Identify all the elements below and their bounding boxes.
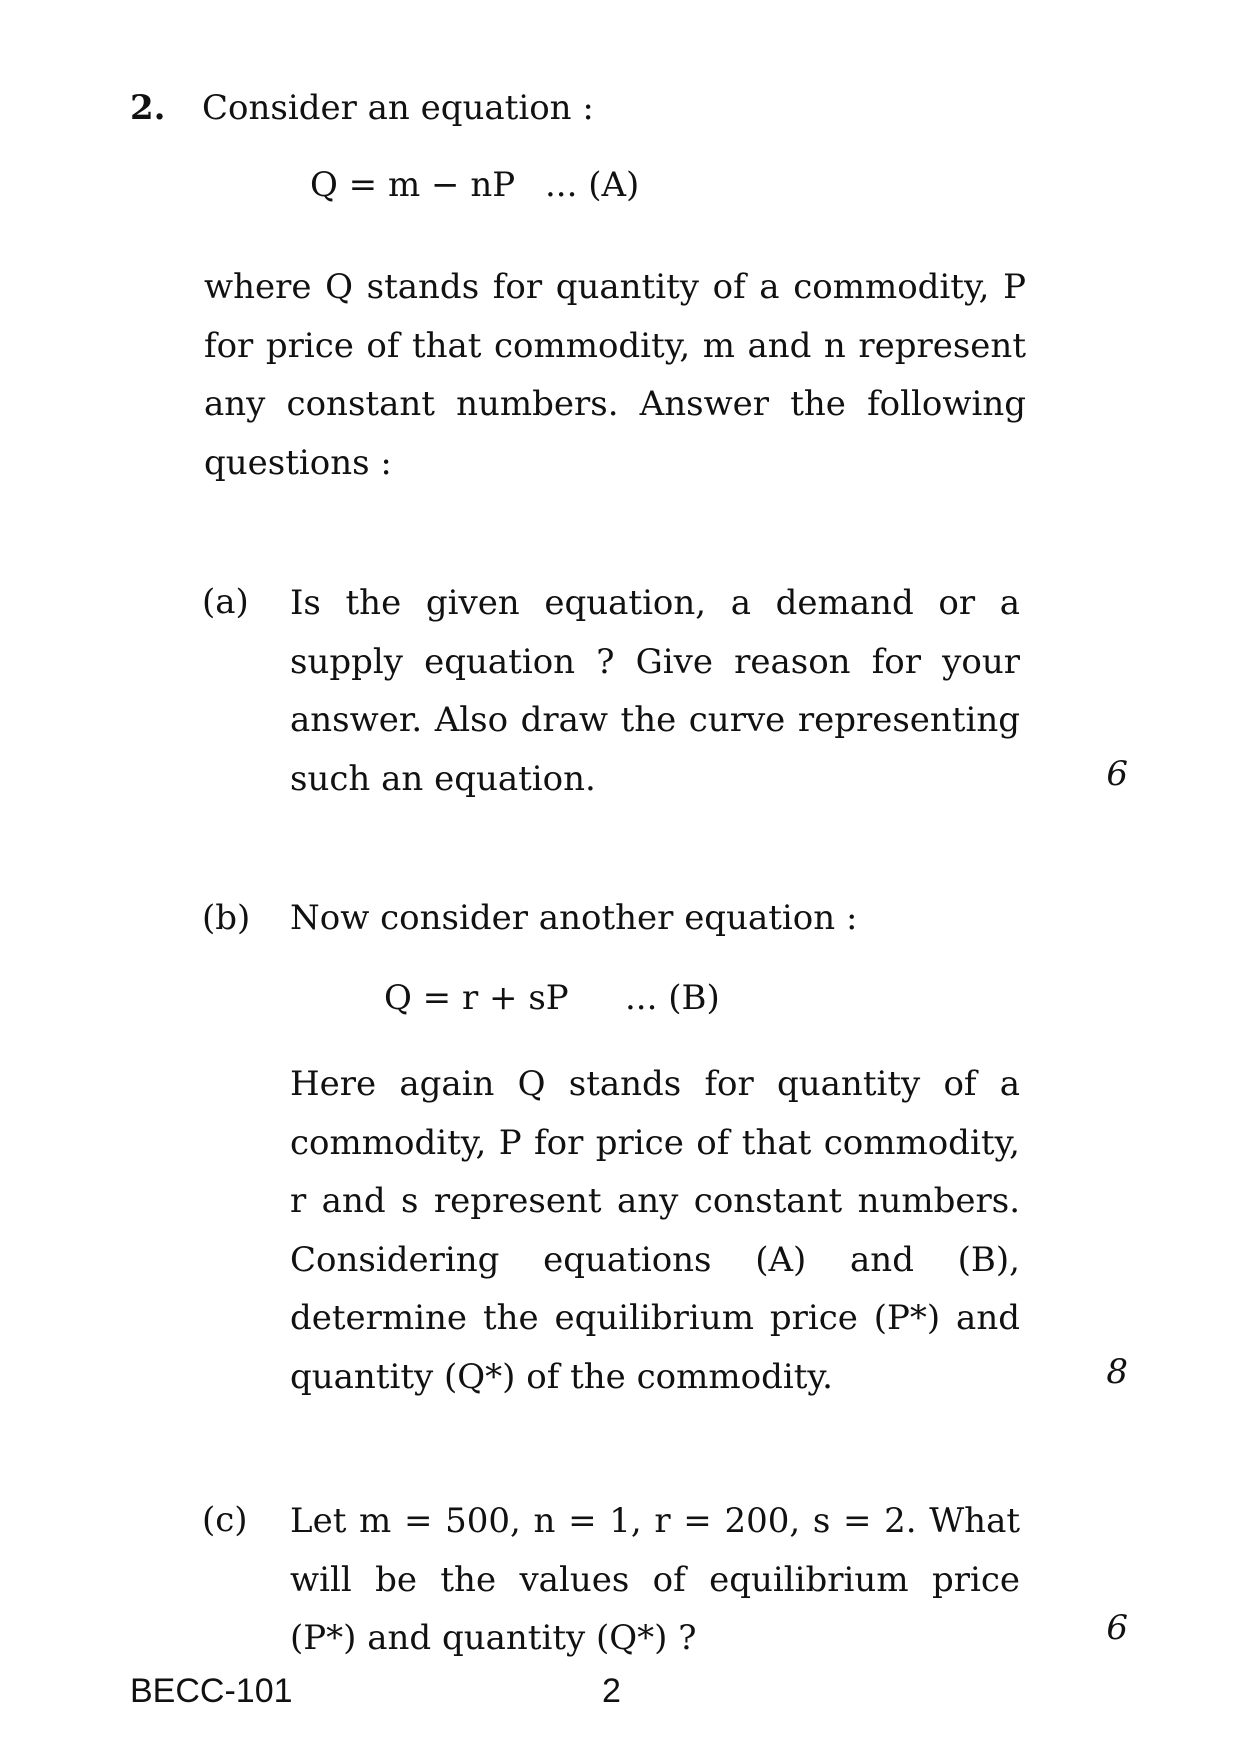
footer-course-code: BECC-101 <box>130 1672 293 1710</box>
part-b-label: (b) <box>202 898 251 938</box>
part-c-marks: 6 <box>1106 1608 1128 1648</box>
part-a-text: Is the given equation, a demand or a supply equation ? Give reason for your answer. Also draw the curve representing such an equation. <box>290 583 1020 799</box>
part-b-text: Here again Q stands for quantity of a commodity, P for price of that commodity, r and s represent any constant numbers. Considering equations (A) and (B), determine the equilibrium price (P*) and quantity (Q*) of the commodity. <box>290 1064 1020 1397</box>
part-b-marks: 8 <box>1106 1352 1128 1392</box>
equation-b <box>384 978 569 1018</box>
part-c-text: Let m = 500, n = 1, r = 200, s = 2. What will be the values of equilibrium price (P*) and quantity (Q*) ? <box>290 1501 1020 1658</box>
question-description: where Q stands for quantity of a commodity, P for price of that commodity, m and n represent any constant numbers. Answer the following questions : <box>204 267 1026 483</box>
part-b-intro: Now consider another equation : <box>290 898 858 938</box>
part-a-label: (a) <box>202 582 249 622</box>
equation-a-tag: ... (A) <box>545 165 640 205</box>
part-a-marks: 6 <box>1106 754 1128 794</box>
equation-b-tag: ... (B) <box>625 978 720 1018</box>
equation-a-text: Q = m − nP <box>310 165 516 205</box>
question-stem: Consider an equation : <box>202 88 594 128</box>
equation-a <box>310 165 515 205</box>
footer-page-number: 2 <box>602 1672 621 1710</box>
equation-b-text: Q = r + sP <box>384 978 569 1018</box>
part-c-label: (c) <box>202 1500 248 1540</box>
question-number: 2. <box>130 88 166 128</box>
